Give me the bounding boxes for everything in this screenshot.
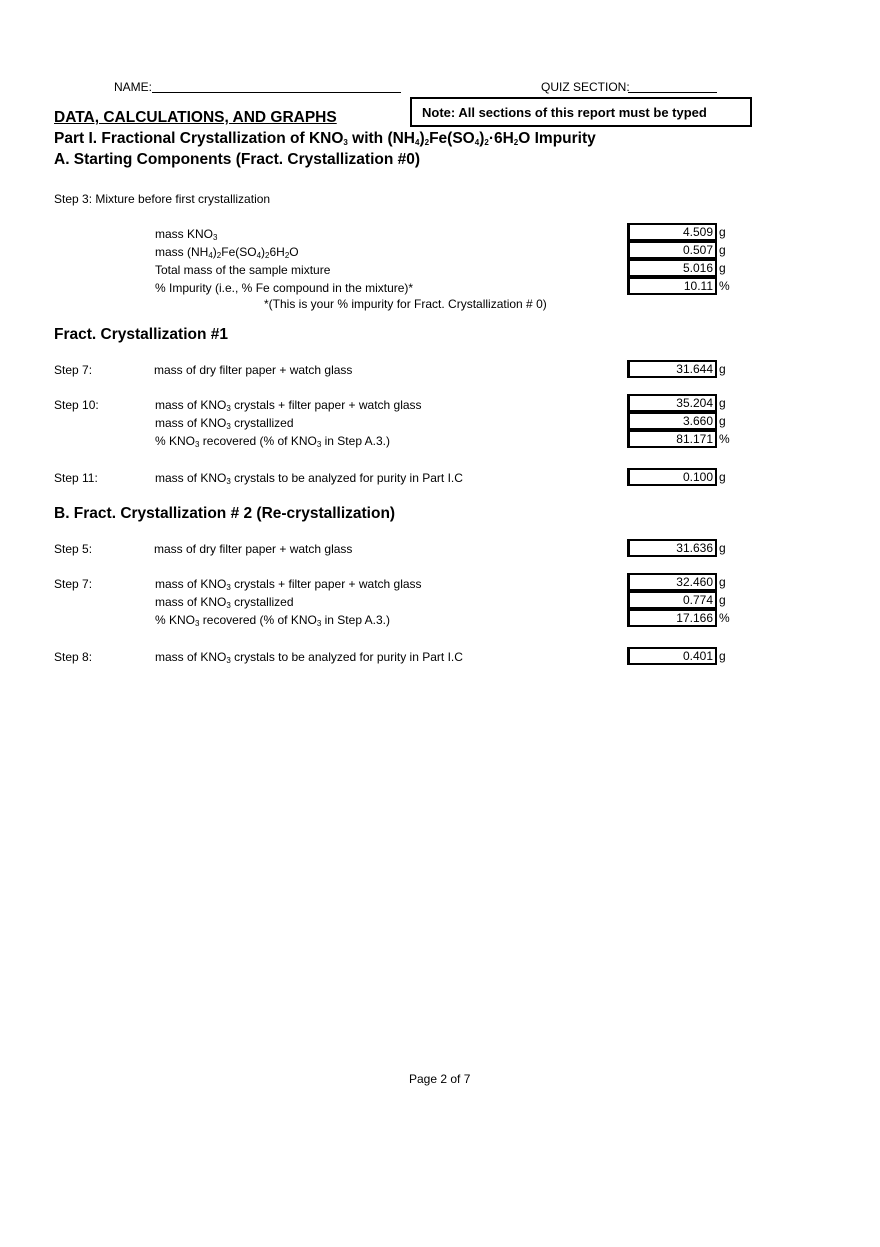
unit-g: g xyxy=(719,593,726,607)
unit-g: g xyxy=(719,261,726,275)
fract1-crystals-fp-value[interactable]: 35.204 xyxy=(627,394,717,412)
kno3-mass-label: mass $KNO_3$ xyxy=(155,227,218,242)
fract1-purity-value[interactable]: 0.100 xyxy=(627,468,717,486)
section-title: DATA, CALCULATIONS, AND GRAPHS xyxy=(54,109,337,126)
unit-percent: % xyxy=(719,611,730,625)
fract2-step5-label: Step 5: xyxy=(54,542,93,556)
fract1-purity-label: mass of $KNO_3$ crystals to be analyzed for purity in Part I.C xyxy=(155,471,463,486)
page-number: Page 2 of 7 xyxy=(409,1072,471,1086)
fract2-purity-value[interactable]: 0.401 xyxy=(627,647,717,665)
impurity-note: *(This is your % impurity for Fract. Crystallization # 0) xyxy=(264,297,547,311)
fract1-step7-label: Step 7: xyxy=(54,363,93,377)
fract2-recovered-value[interactable]: 17.166 xyxy=(627,609,717,627)
fe-compound-mass-value[interactable]: 0.507 xyxy=(627,241,717,259)
fract1-step7-value[interactable]: 31.644 xyxy=(627,360,717,378)
fract2-crystals-fp-value[interactable]: 32.460 xyxy=(627,573,717,591)
unit-g: g xyxy=(719,541,726,555)
fe-compound-mass-label: mass $(NH_4)_2Fe(SO_4)_26H_2O$ xyxy=(155,245,299,260)
unit-g: g xyxy=(719,243,726,257)
fract1-title: Fract. Crystallization #1 xyxy=(54,326,229,343)
unit-g: g xyxy=(719,362,726,376)
fract1-crystallized-value[interactable]: 3.660 xyxy=(627,412,717,430)
fract2-step8-label: Step 8: xyxy=(54,650,93,664)
fract2-recovered-label: % $KNO_3$ recovered (% of $KNO_3$ in Step A.3.) xyxy=(155,613,391,628)
impurity-value[interactable]: 10.11 xyxy=(627,277,717,295)
quiz-section-label: QUIZ SECTION: xyxy=(541,80,630,94)
unit-g: g xyxy=(719,414,726,428)
fract1-step11-label: Step 11: xyxy=(54,471,98,485)
unit-g: g xyxy=(719,396,726,410)
unit-g: g xyxy=(719,225,726,239)
part-title: Part I. Fractional Crystallization of $KNO_3$ with $(NH_4)_2Fe(SO_4)_2\cdot 6H_2O$ Impurity xyxy=(54,130,596,147)
fract2-crystallized-label: mass of $KNO_3$ crystallized xyxy=(155,595,294,610)
step3-label: Step 3: Mixture before first crystallization xyxy=(54,192,271,206)
unit-percent: % xyxy=(719,279,730,293)
fract2-title: B. Fract. Crystallization # 2 (Re-crystallization) xyxy=(54,505,396,522)
unit-g: g xyxy=(719,470,726,484)
fract1-crystallized-label: mass of $KNO_3$ crystallized xyxy=(155,416,294,431)
fract2-crystals-fp-label: mass of $KNO_3$ crystals + filter paper + watch glass xyxy=(155,577,422,592)
total-mass-value[interactable]: 5.016 xyxy=(627,259,717,277)
section-a-title: A. Starting Components (Fract. Crystallization #0) xyxy=(54,151,421,168)
fract2-step5-value[interactable]: 31.636 xyxy=(627,539,717,557)
total-mass-label: Total mass of the sample mixture xyxy=(155,263,331,277)
unit-g: g xyxy=(719,649,726,663)
name-line[interactable] xyxy=(152,92,401,93)
fract1-recovered-value[interactable]: 81.171 xyxy=(627,430,717,448)
kno3-mass-value[interactable]: 4.509 xyxy=(627,223,717,241)
fract2-crystallized-value[interactable]: 0.774 xyxy=(627,591,717,609)
fract2-step5-desc: mass of dry filter paper + watch glass xyxy=(154,542,353,556)
typed-note-box: Note: All sections of this report must be typed xyxy=(410,97,752,127)
fract1-step10-label: Step 10: xyxy=(54,398,99,412)
fract1-crystals-fp-label: mass of $KNO_3$ crystals + filter paper + watch glass xyxy=(155,398,422,413)
fract1-step7-desc: mass of dry filter paper + watch glass xyxy=(154,363,353,377)
impurity-label: % Impurity (i.e., % Fe compound in the mixture)* xyxy=(155,281,414,295)
name-label: NAME: xyxy=(114,80,153,94)
unit-g: g xyxy=(719,575,726,589)
fract2-purity-label: mass of $KNO_3$ crystals to be analyzed for purity in Part I.C xyxy=(155,650,463,665)
unit-percent: % xyxy=(719,432,730,446)
fract2-step7-label: Step 7: xyxy=(54,577,93,591)
quiz-section-line[interactable] xyxy=(628,92,717,93)
fract1-recovered-label: % $KNO_3$ recovered (% of $KNO_3$ in Step A.3.) xyxy=(155,434,391,449)
